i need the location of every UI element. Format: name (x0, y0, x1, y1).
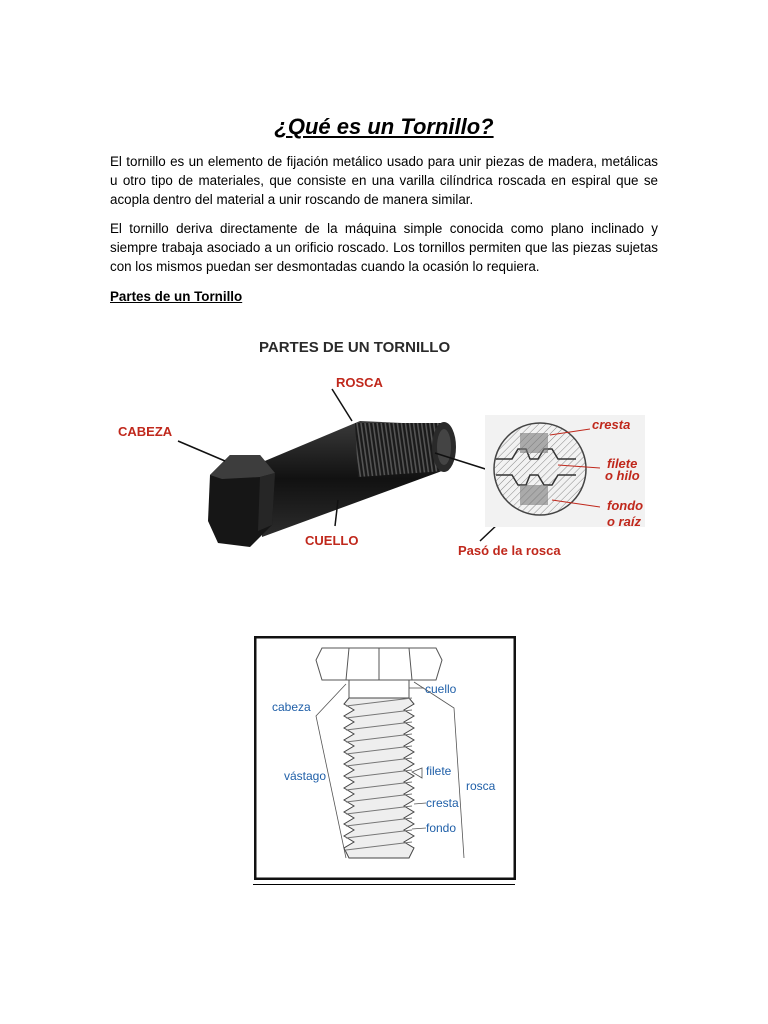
label-cresta: cresta (592, 417, 631, 432)
paragraph-origin: El tornillo deriva directamente de la máquina simple conocida como plano inclinado y siempre trabaja asociado a un orificio roscado. Los tornillos permiten que las piezas sujetas con los mismos puedan ser desmontadas cuando la ocasión lo requiera. (110, 221, 658, 274)
diagram-label-vastago: vástago (284, 769, 327, 783)
page-title: ¿Qué es un Tornillo? (274, 114, 494, 139)
label-cabeza: CABEZA (118, 424, 173, 439)
label-fondo-line1: fondo (607, 498, 644, 513)
diagram-label-cuello: cuello (425, 682, 457, 696)
label-paso: Pasó de la rosca (458, 543, 561, 558)
diagram-label-filete: filete (426, 764, 452, 778)
diagram-label-cabeza: cabeza (272, 700, 311, 714)
bolt-parts-photo-figure (100, 325, 660, 575)
label-rosca: ROSCA (336, 375, 383, 390)
label-filete-line2: o hilo (605, 468, 640, 483)
label-fondo-line2: o raíz (607, 514, 641, 529)
diagram-bolt-thread (344, 698, 414, 858)
label-cuello: CUELLO (305, 533, 359, 548)
diagram-label-fondo: fondo (426, 821, 457, 835)
section-heading: Partes de un Tornillo (110, 289, 243, 304)
figure-underline-rule (253, 884, 515, 885)
bolt-shank (260, 421, 456, 537)
diagram-label-cresta: cresta (426, 796, 459, 810)
bolt-parts-diagram-figure (254, 636, 516, 880)
paragraph-definition: El tornillo es un elemento de fijación metálico usado para unir piezas de madera, metálicas u otro tipo de materiales, que consiste en una varilla cilíndrica roscada en espiral que se acopla dentro del material a unir roscando de manera similar. (110, 154, 658, 207)
diagram-label-rosca: rosca (466, 779, 496, 793)
label-filete-line1: filete (607, 456, 638, 471)
figure1-heading: PARTES DE UN TORNILLO (259, 339, 451, 356)
